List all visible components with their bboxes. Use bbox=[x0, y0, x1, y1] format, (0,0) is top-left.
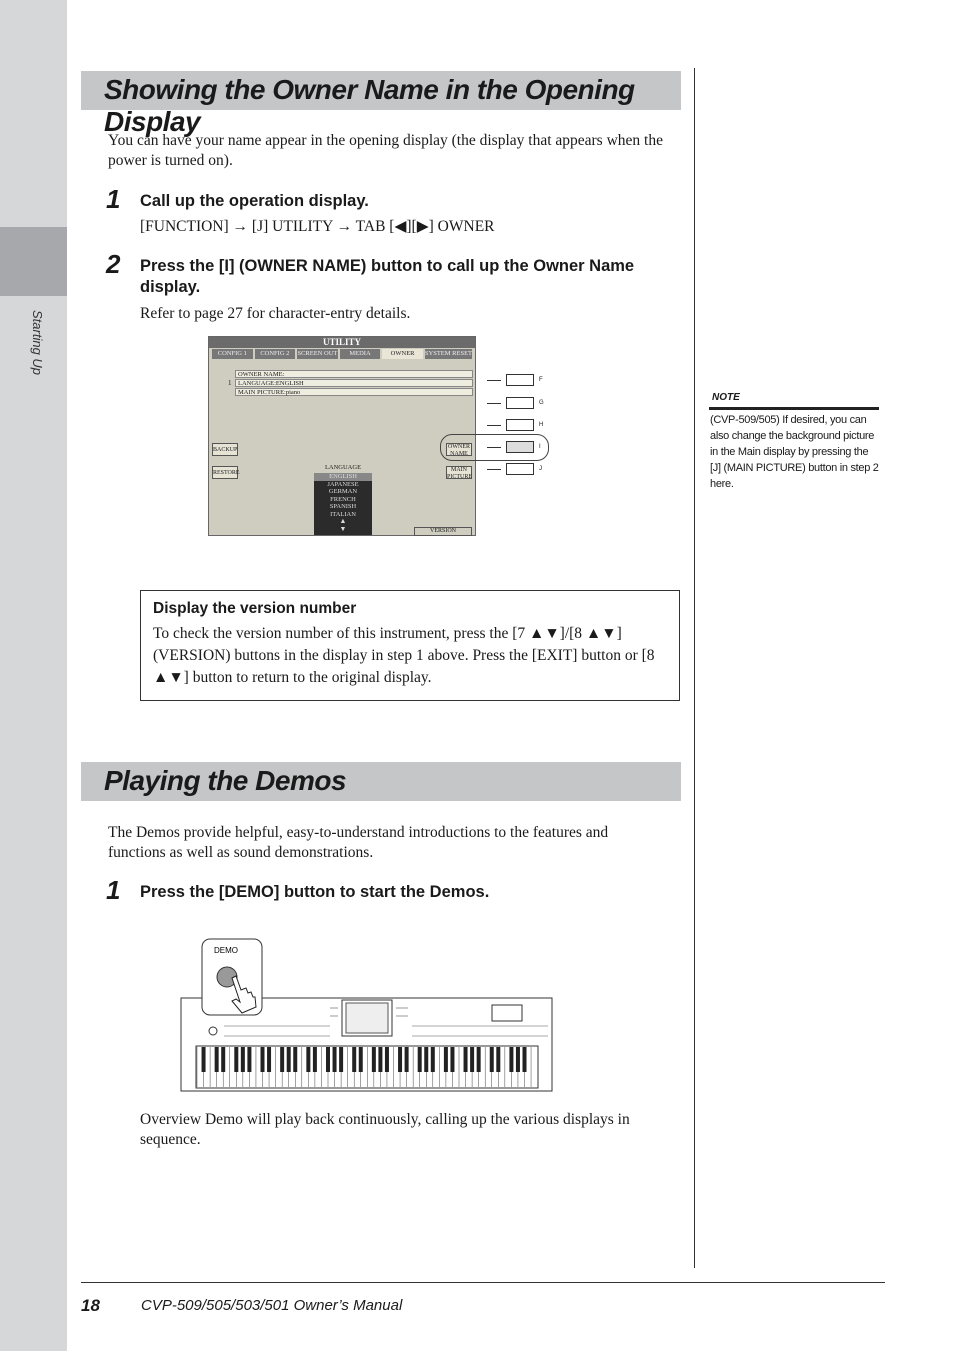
utility-display-illustration bbox=[208, 336, 476, 536]
info-box-body: To check the version number of this instrument, press the [7 ▲▼]/[8 ▲▼] (VERSION) buttons in the display in step 1 above. Press the [EXIT] button or [8 ▲▼] button to return to the original display. bbox=[153, 625, 655, 686]
lcd-tab-bar bbox=[212, 349, 472, 359]
black-key bbox=[385, 1047, 389, 1072]
black-key bbox=[431, 1047, 435, 1072]
black-key bbox=[215, 1047, 219, 1072]
step-title: Press the [DEMO] button to start the Demos. bbox=[140, 883, 490, 901]
black-key bbox=[464, 1047, 468, 1072]
black-key bbox=[333, 1047, 337, 1072]
step-title: Call up the operation display. bbox=[140, 192, 369, 210]
black-key bbox=[444, 1047, 448, 1072]
lcd-tab-config1: CONFIG 1 bbox=[212, 349, 253, 359]
black-key bbox=[470, 1047, 474, 1072]
black-key bbox=[450, 1047, 454, 1072]
black-key bbox=[234, 1047, 238, 1072]
black-key bbox=[241, 1047, 245, 1072]
note-text: (CVP-509/505) If desired, you can also change the background picture in the Main display by pressing the [J] (MAIN PICTURE) button in step 2 here. bbox=[710, 414, 879, 490]
lcd-row-index: 1 bbox=[228, 379, 232, 387]
black-key bbox=[287, 1047, 291, 1072]
side-button-line bbox=[487, 403, 501, 404]
column-divider bbox=[694, 68, 695, 1268]
side-button-j bbox=[506, 463, 534, 475]
sidebar-label: Starting Up bbox=[30, 310, 45, 376]
black-key bbox=[221, 1047, 225, 1072]
version-info-box bbox=[140, 590, 680, 701]
black-key bbox=[509, 1047, 513, 1072]
side-letter-g: G bbox=[539, 400, 544, 406]
black-key bbox=[293, 1047, 297, 1072]
lcd-row-main-picture: MAIN PICTURE:piano bbox=[235, 388, 473, 396]
lcd-main-picture-button: MAIN PICTURE bbox=[447, 467, 473, 480]
black-key bbox=[261, 1047, 265, 1072]
page-number: 18 bbox=[81, 1296, 100, 1315]
note-rule bbox=[709, 407, 879, 410]
lcd-tab-system-reset: SYSTEM RESET bbox=[424, 350, 473, 357]
side-button-f bbox=[506, 374, 534, 386]
lcd-language-list bbox=[314, 473, 372, 535]
side-button-line bbox=[487, 380, 501, 381]
lcd-language-label: LANGUAGE bbox=[324, 464, 362, 471]
step-detail: [FUNCTION] → [J] UTILITY → TAB [◀][▶] OWNER bbox=[140, 218, 495, 235]
step-title: Press the [I] (OWNER NAME) button to call up the Owner Name display. bbox=[140, 257, 635, 296]
note-label: NOTE bbox=[712, 392, 740, 403]
demo-label: DEMO bbox=[214, 946, 238, 955]
lcd-row-language: LANGUAGE:ENGLISH bbox=[235, 379, 473, 387]
lcd-language-item-selected: ENGLISH bbox=[314, 473, 372, 481]
side-letter-h: H bbox=[539, 422, 544, 428]
lcd-tab-screen-out: SCREEN OUT bbox=[297, 350, 338, 357]
black-key bbox=[372, 1047, 376, 1072]
lcd-tab-config2: CONFIG 2 bbox=[255, 349, 296, 359]
step-number: 1 bbox=[106, 184, 121, 214]
side-letter-j: J bbox=[539, 466, 542, 472]
lcd-language-item: SPANISH bbox=[329, 503, 357, 510]
black-key bbox=[516, 1047, 520, 1072]
black-key bbox=[202, 1047, 206, 1072]
side-button-line bbox=[487, 425, 501, 426]
black-key bbox=[496, 1047, 500, 1072]
lcd-language-item: GERMAN bbox=[328, 488, 358, 495]
sidebar-tab bbox=[0, 227, 67, 296]
section-title: Showing the Owner Name in the Opening Display bbox=[104, 74, 635, 137]
lcd-title: UTILITY bbox=[209, 337, 475, 348]
section-intro: You can have your name appear in the opening display (the display that appears when the power is turned on). bbox=[108, 132, 663, 169]
side-button-line bbox=[487, 469, 501, 470]
footer-rule bbox=[81, 1282, 885, 1283]
lcd-version-button: VERSION bbox=[414, 527, 472, 536]
side-button-g bbox=[506, 397, 534, 409]
section-heading-demos bbox=[81, 762, 681, 801]
side-button-h bbox=[506, 419, 534, 431]
side-letter-f: F bbox=[539, 377, 543, 383]
black-key bbox=[477, 1047, 481, 1072]
lcd-row-owner-name: OWNER NAME: bbox=[235, 370, 473, 378]
black-key bbox=[418, 1047, 422, 1072]
section-intro: The Demos provide helpful, easy-to-understand introductions to the features and functions as well as sound demonstrations. bbox=[108, 824, 609, 861]
section-outro: Overview Demo will play back continuously, calling up the various displays in sequence. bbox=[140, 1111, 630, 1148]
black-key bbox=[313, 1047, 317, 1072]
section-title: Playing the Demos bbox=[104, 765, 347, 796]
black-key bbox=[280, 1047, 284, 1072]
black-key bbox=[378, 1047, 382, 1072]
black-key bbox=[352, 1047, 356, 1072]
lcd-owner-name-button: OWNER NAME bbox=[448, 444, 470, 457]
black-key bbox=[306, 1047, 310, 1072]
black-key bbox=[326, 1047, 330, 1072]
black-key bbox=[490, 1047, 494, 1072]
step-number: 2 bbox=[106, 249, 121, 279]
sidebar bbox=[0, 0, 67, 1351]
side-button-i bbox=[506, 441, 534, 453]
lcd-tab-media: MEDIA bbox=[340, 349, 381, 359]
black-key bbox=[523, 1047, 527, 1072]
lcd-restore-button: RESTORE bbox=[212, 466, 238, 479]
side-button-line bbox=[487, 447, 501, 448]
lcd-language-item: JAPANESE bbox=[327, 480, 359, 488]
black-key bbox=[359, 1047, 363, 1072]
lcd-language-item: FRENCH bbox=[330, 495, 356, 503]
black-key bbox=[267, 1047, 271, 1072]
lcd-tab-owner: OWNER bbox=[382, 349, 423, 359]
step-detail: Refer to page 27 for character-entry details. bbox=[140, 305, 411, 322]
black-key bbox=[247, 1047, 251, 1072]
black-key bbox=[405, 1047, 409, 1072]
section-heading-owner-name bbox=[81, 71, 681, 137]
manual-title: CVP-509/505/503/501 Owner’s Manual bbox=[141, 1297, 403, 1314]
step-number: 1 bbox=[106, 875, 121, 905]
black-key bbox=[398, 1047, 402, 1072]
keyboard-illustration bbox=[180, 938, 555, 1093]
black-key bbox=[339, 1047, 343, 1072]
lcd-language-item: ITALIAN bbox=[330, 510, 356, 518]
info-box-title: Display the version number bbox=[153, 600, 357, 617]
side-letter-i: I bbox=[539, 444, 541, 450]
black-key bbox=[424, 1047, 428, 1072]
lcd-backup-button: BACKUP bbox=[212, 443, 238, 456]
lcd-scroll-arrows-icon: ▲ ▼ bbox=[339, 517, 347, 533]
